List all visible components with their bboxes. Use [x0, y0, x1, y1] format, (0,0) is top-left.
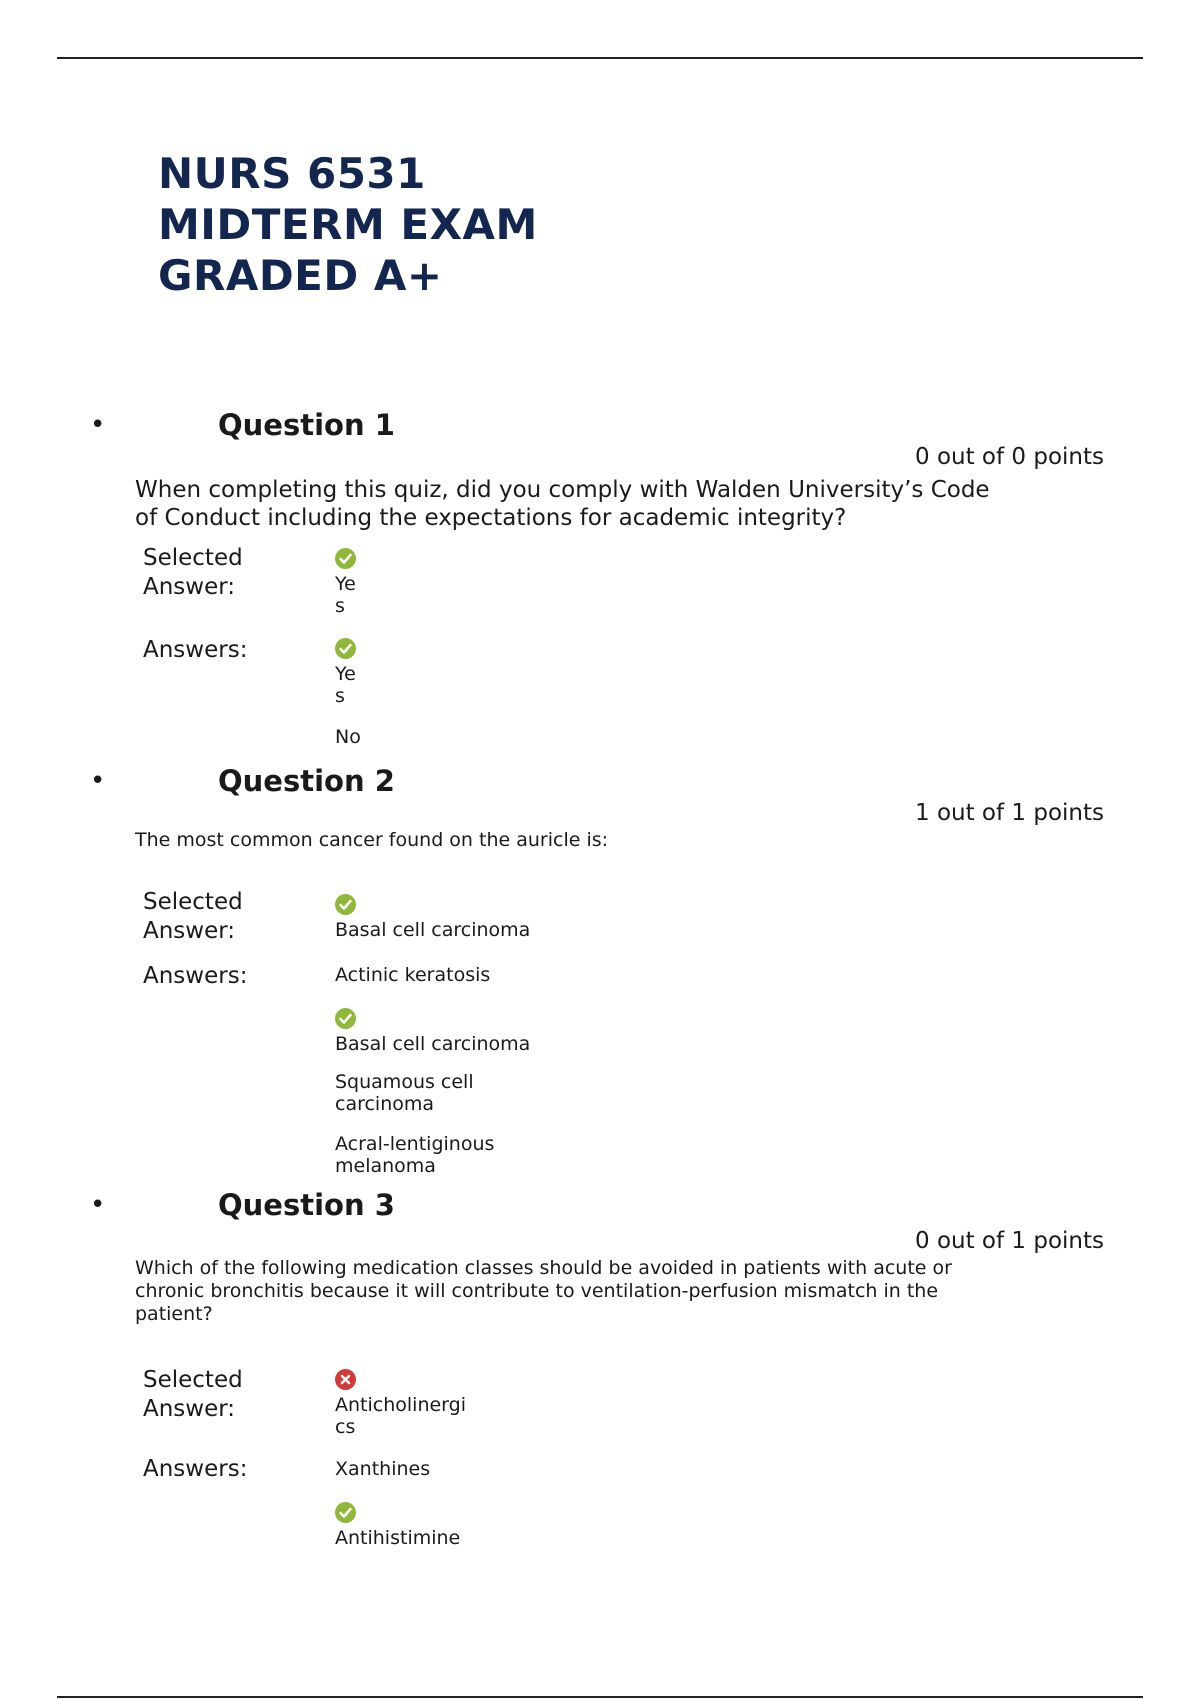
- question-3-title: Question 3: [218, 1188, 395, 1222]
- question-1-answer-option: [335, 638, 356, 707]
- question-3-heading: [90, 1188, 395, 1222]
- question-2-heading: [90, 764, 395, 798]
- question-text-line: of Conduct including the expectations for academic integrity?: [135, 505, 847, 531]
- answer-text-line: Ye: [335, 663, 356, 685]
- question-3-points: 0 out of 1 points: [915, 1228, 1104, 1254]
- answer-text-line: s: [335, 685, 345, 707]
- answer-text-line: Ye: [335, 573, 356, 595]
- answer-text-line: s: [335, 595, 345, 617]
- answers-label: Answers:: [143, 1456, 248, 1482]
- answer-text-line: Actinic keratosis: [335, 964, 491, 986]
- question-1-text: [135, 476, 990, 532]
- question-text-line: When completing this quiz, did you comply with Walden University’s Code: [135, 477, 990, 503]
- title-line: GRADED A+: [158, 251, 443, 300]
- answers-label: Answers:: [143, 963, 248, 989]
- page-title: [158, 148, 538, 301]
- answer-text-line: Xanthines: [335, 1458, 431, 1480]
- answer-text-line: melanoma: [335, 1155, 436, 1177]
- question-2-answer-option: [335, 964, 490, 986]
- question-1-answer-option: [335, 726, 361, 748]
- question-1-heading: [90, 408, 395, 442]
- selected-answer-label: [143, 888, 243, 946]
- question-text-line: Which of the following medication classes should be avoided in patients with acute or: [135, 1257, 952, 1279]
- bottom-rule: [57, 1696, 1143, 1698]
- question-3-text: [135, 1257, 952, 1326]
- answer-text-line: Antihistimine: [335, 1527, 461, 1549]
- selected-answer-label: [143, 544, 243, 602]
- question-1-title: Question 1: [218, 408, 395, 442]
- answer-text-line: No: [335, 726, 361, 748]
- correct-check-icon: [335, 1502, 356, 1523]
- question-2-title: Question 2: [218, 764, 395, 798]
- answer-text-line: carcinoma: [335, 1093, 435, 1115]
- title-line: MIDTERM EXAM: [158, 200, 538, 249]
- correct-check-icon: [335, 638, 356, 659]
- selected-answer-label: [143, 1366, 243, 1424]
- question-2-text: [135, 829, 608, 852]
- label-line: Answer:: [143, 918, 236, 944]
- question-1-points: 0 out of 0 points: [915, 444, 1104, 470]
- question-2-answer-option: [335, 1008, 530, 1055]
- correct-check-icon: [335, 548, 356, 569]
- label-line: Selected: [143, 545, 243, 571]
- incorrect-x-icon: [335, 1369, 356, 1390]
- label-line: Selected: [143, 889, 243, 915]
- correct-check-icon: [335, 894, 356, 915]
- correct-check-icon: [335, 1008, 356, 1029]
- question-text-line: chronic bronchitis because it will contribute to ventilation-perfusion mismatch in the: [135, 1280, 939, 1302]
- label-line: Answer:: [143, 574, 236, 600]
- question-3-answer-option: [335, 1502, 460, 1549]
- answer-text-line: Basal cell carcinoma: [335, 1033, 531, 1055]
- bullet: •: [90, 1190, 106, 1220]
- answer-text-line: Acral-lentiginous: [335, 1133, 495, 1155]
- title-line: NURS 6531: [158, 149, 426, 198]
- question-2-points: 1 out of 1 points: [915, 800, 1104, 826]
- question-2-selected-answer: [335, 894, 530, 941]
- question-2-answer-option: [335, 1133, 494, 1177]
- answer-text-line: cs: [335, 1416, 356, 1438]
- question-text-line: The most common cancer found on the auricle is:: [135, 829, 609, 851]
- answer-text-line: Basal cell carcinoma: [335, 919, 531, 941]
- answer-text-line: Squamous cell: [335, 1071, 474, 1093]
- question-3-answer-option: [335, 1458, 430, 1480]
- bullet: •: [90, 766, 106, 796]
- question-3-selected-answer: [335, 1369, 466, 1438]
- answers-label: Answers:: [143, 637, 248, 663]
- question-text-line: patient?: [135, 1303, 213, 1325]
- question-2-answer-option: [335, 1071, 474, 1115]
- label-line: Answer:: [143, 1396, 236, 1422]
- top-rule: [57, 57, 1143, 59]
- question-1-selected-answer: [335, 548, 356, 617]
- label-line: Selected: [143, 1367, 243, 1393]
- bullet: •: [90, 410, 106, 440]
- answer-text-line: Anticholinergi: [335, 1394, 466, 1416]
